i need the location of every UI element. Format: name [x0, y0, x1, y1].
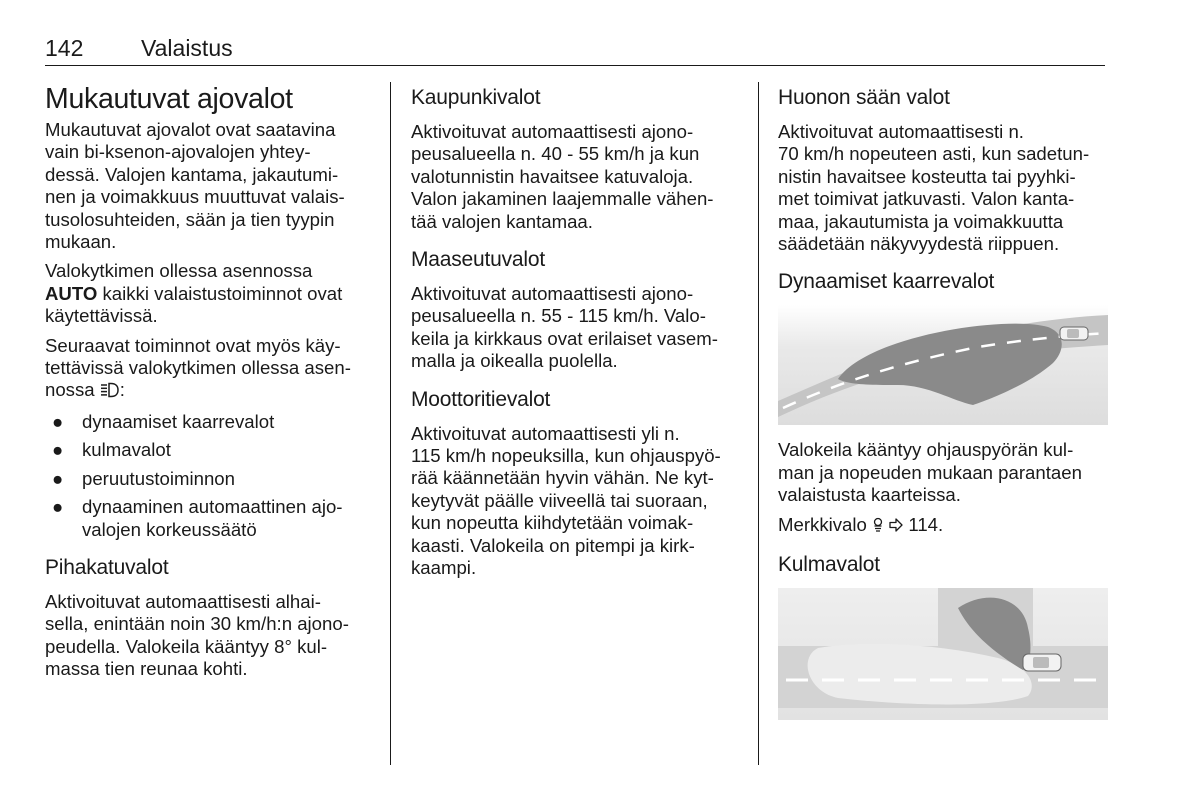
bullet: ● [52, 410, 64, 432]
pihakatuvalot-heading: Pihakatuvalot [45, 555, 169, 579]
dynaamiset-kaarrevalot-paragraph: Valokeila kääntyy ohjauspyörän kul- man ja nopeuden mukaan parantaen valaistusta kaarteissa. [778, 439, 1082, 506]
page-reference[interactable]: 114. [903, 513, 944, 535]
auto-paragraph: Valokytkimen ollessa asennossa AUTO kaikki valaistustoiminnot ovat käytettävissä. [45, 260, 343, 327]
auto-label: AUTO [45, 282, 98, 304]
intro-paragraph: Mukautuvat ajovalot ovat saatavina vain bi-ksenon-ajovalojen yhtey- dessä. Valojen kantama, jakautumi- nen ja voimakkuus muuttuvat valais- tusolosuhteiden, sään ja tien tyypin mukaan. [45, 119, 345, 253]
list-item: ● dynaaminen automaattinen ajo- valojen korkeussäätö [52, 496, 343, 540]
feature-list [45, 411, 380, 541]
huonon-saan-valot-heading: Huonon sään valot [778, 86, 950, 109]
indicator-reference: Merkkivalo 114. [778, 513, 944, 535]
moottoritievalot-paragraph: Aktivoituvat automaattisesti yli n. 115 km/h nopeuksilla, kun ohjauspyö- rää käännetään hyvin vähän. Ne kyt- keytyvät päälle viiveellä tai suoraan, kun nopeutta kiihdytetään voimak- kaasti. Valokeila on pitempi ja kirk- kaampi. [411, 422, 721, 579]
cornering-light-illustration [778, 588, 1108, 720]
column-2 [411, 82, 747, 587]
pihakatuvalot-paragraph: Aktivoituvat automaattisesti alhai- sella, enintään noin 30 km/h:n ajono- peudella. Valokeila kääntyy 8° kul- massa tien reunaa kohti. [45, 590, 349, 680]
page-title: Mukautuvat ajovalot [45, 83, 293, 115]
headlight-switch-icon [100, 379, 120, 401]
column-3 [778, 82, 1112, 720]
kulmavalot-heading: Kulmavalot [778, 553, 880, 577]
moottoritievalot-heading: Moottoritievalot [411, 387, 551, 411]
list-item: ● dynaamiset kaarrevalot [52, 410, 275, 432]
list-item: ● kulmavalot [52, 439, 171, 461]
cross-reference-arrow-icon[interactable] [889, 514, 903, 536]
page-header [45, 33, 1105, 66]
column-divider [758, 82, 759, 765]
maaseutuvalot-heading: Maaseutuvalot [411, 248, 545, 272]
dynaamiset-kaarrevalot-heading: Dynaamiset kaarrevalot [778, 270, 995, 294]
section-name: Valaistus [141, 35, 233, 61]
curve-light-indicator-icon [872, 514, 884, 536]
bullet: ● [52, 496, 64, 518]
column-divider [390, 82, 391, 765]
kaupunkivalot-heading: Kaupunkivalot [411, 86, 541, 109]
bullet: ● [52, 467, 64, 489]
kaupunkivalot-paragraph: Aktivoituvat automaattisesti ajono- peusalueella n. 40 - 55 km/h ja kun valotunnistin havaitsee katuvaloja. Valon jakaminen laajemmalle vähen- tää valojen kantamaa. [411, 121, 714, 232]
maaseutuvalot-paragraph: Aktivoituvat automaattisesti ajono- peusalueella n. 55 - 115 km/h. Valo- keila ja kirkkaus ovat erilaiset vasem- malla ja oikealla puolella. [411, 283, 718, 372]
curve-light-illustration [778, 305, 1108, 425]
column-1 [45, 82, 380, 688]
list-item: ● peruutustoiminnon [52, 467, 235, 489]
huonon-saan-valot-paragraph: Aktivoituvat automaattisesti n. 70 km/h nopeuteen asti, kun sadetun- nistin havaitsee kosteutta tai pyyhki- met toimivat jatkuvasti. Valon kanta- maa, jakautumista ja voimakkuutta säädetään näkyvyydestä riippuen. [778, 121, 1090, 255]
bullet: ● [52, 439, 64, 461]
also-paragraph: Seuraavat toiminnot ovat myös käy- tettävissä valokytkimen ollessa asen- nossa : [45, 334, 351, 401]
page-number: 142 [45, 35, 84, 61]
